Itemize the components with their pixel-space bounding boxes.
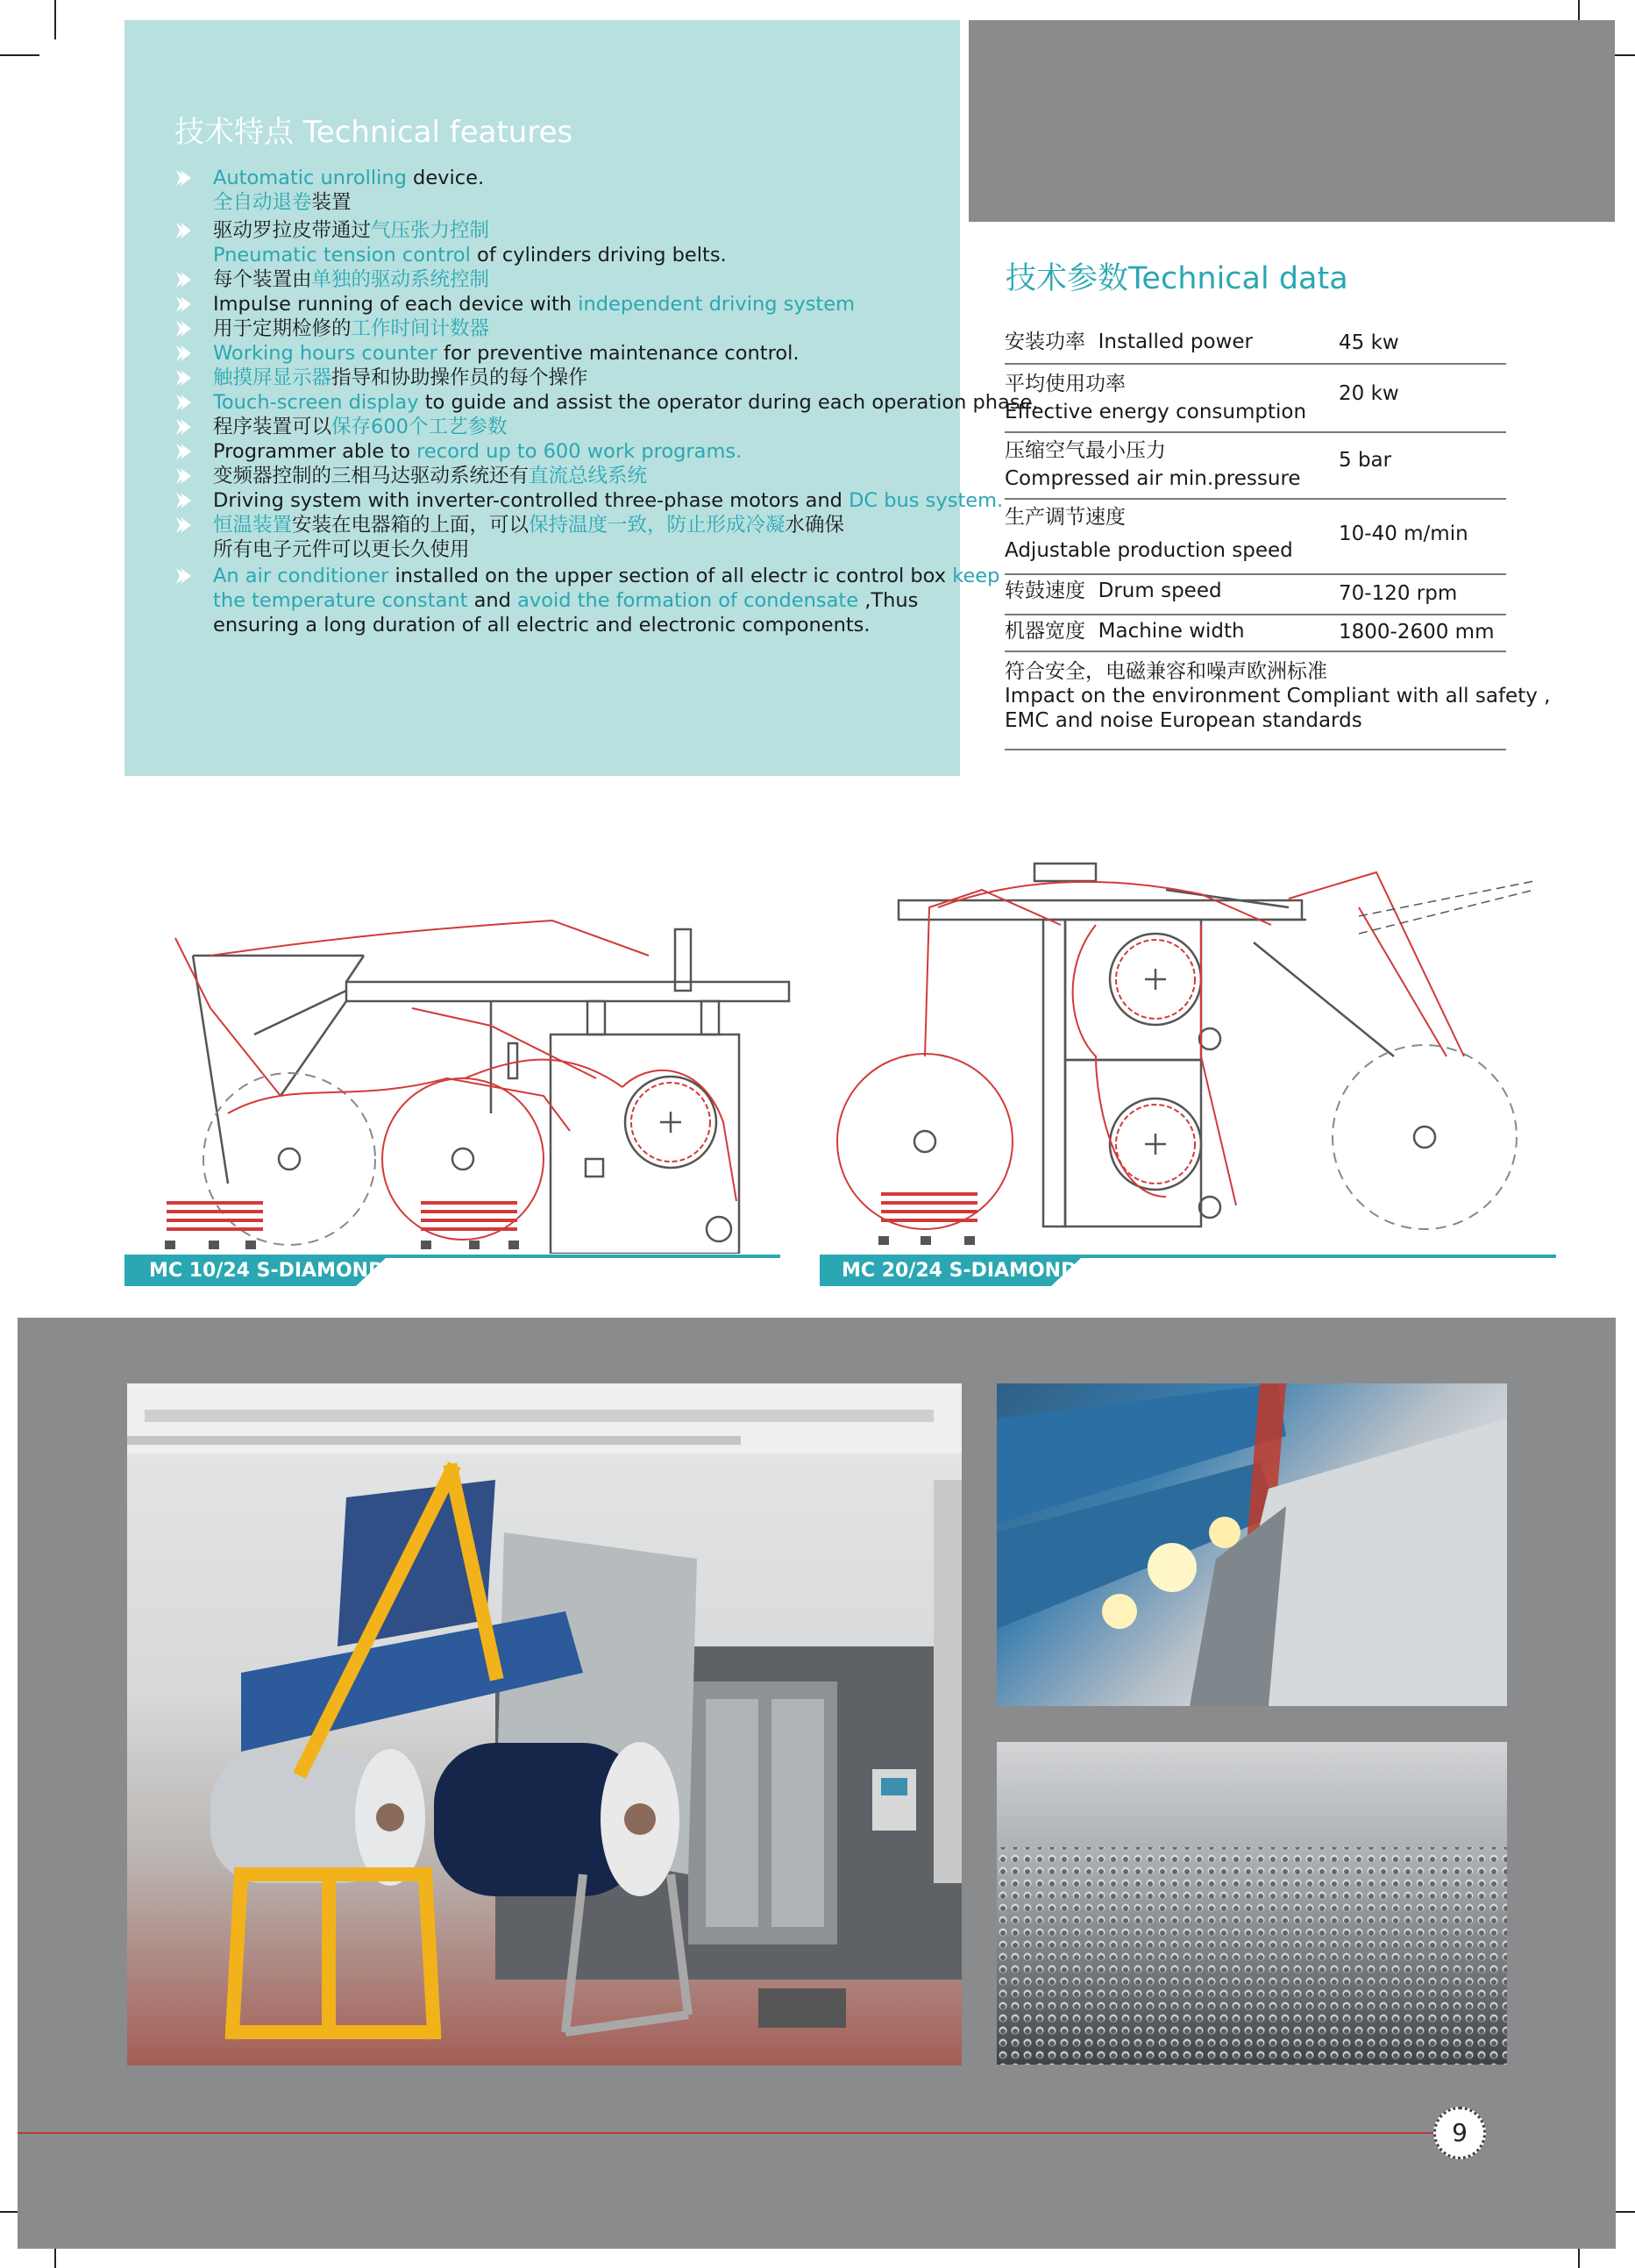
feature-text: [213, 267, 489, 292]
drum-closeup-photo: [997, 1383, 1507, 1706]
td-value: 5 bar: [1339, 449, 1392, 472]
feature-highlight: 恒温装置: [213, 514, 293, 537]
model-label-right: MC 20/24 S-DIAMOND: [842, 1260, 1077, 1282]
footer-rule: [18, 2132, 1433, 2134]
feature-plain: 变频器控制的三相马达驱动系统还有: [213, 465, 530, 487]
feature-highlight: Pneumatic tension control: [213, 244, 471, 267]
td-note-en-1: Impact on the environment Compliant with all safety ,: [1005, 685, 1551, 707]
feature-text: [213, 366, 588, 390]
feature-plain: 用于定期检修的: [213, 317, 352, 340]
td-label-en: Machine width: [1098, 620, 1245, 643]
feature-plain: 所有电子元件可以更长久使用: [213, 538, 470, 561]
feature-text: [213, 341, 800, 366]
feature-text: [213, 190, 352, 215]
td-label-en: Effective energy consumption: [1005, 401, 1307, 423]
feature-text: [213, 316, 489, 341]
feature-text: [213, 292, 855, 316]
feature-plain: Impulse running of each device with: [213, 293, 579, 316]
feature-plain: Programmer able to: [213, 440, 417, 463]
fabric-surface-drawing: [997, 1742, 1507, 2065]
td-value: 70-120 rpm: [1339, 582, 1458, 605]
td-label-cn: 压缩空气最小压力: [1005, 439, 1166, 462]
feature-highlight: Working hours counter: [213, 342, 437, 365]
feature-highlight: 触摸屏显示器: [213, 366, 332, 389]
feature-highlight: the temperature constant: [213, 589, 468, 612]
chevron-right-icon: [173, 491, 192, 510]
feature-plain: ensuring a long duration of all electric and electronic components.: [213, 614, 871, 636]
feature-plain: ,Thus: [858, 589, 919, 612]
chevron-right-icon: [173, 442, 192, 461]
td-row-drum-speed: [1005, 573, 1506, 615]
machine-photo: [127, 1383, 962, 2065]
feature-plain: of cylinders driving belts.: [470, 244, 727, 267]
feature-plain: device.: [406, 167, 485, 189]
feature-highlight: An air conditioner: [213, 565, 389, 587]
td-label-en: Compressed air min.pressure: [1005, 467, 1301, 490]
crop-mark: [54, 0, 56, 39]
feature-text: [213, 588, 918, 613]
td-row-air-pressure: [1005, 431, 1506, 500]
td-label-cn: 机器宽度: [1005, 620, 1085, 643]
technical-features-panel: [124, 20, 1039, 776]
chevron-right-icon: [173, 221, 192, 240]
feature-highlight: 保持温度一致，防止形成冷凝: [529, 514, 786, 537]
feature-plain: 每个装置由: [213, 268, 312, 291]
header-grey-block: [969, 20, 1615, 222]
drum-closeup-drawing: [997, 1383, 1507, 1706]
fabric-surface-photo: [997, 1742, 1507, 2065]
feature-plain: 驱动罗拉皮带通过: [213, 219, 372, 242]
machine-photo-drawing: [127, 1383, 962, 2065]
chevron-right-icon: [173, 515, 192, 535]
td-row-machine-width: [1005, 614, 1506, 652]
td-value: 10-40 m/min: [1339, 523, 1468, 545]
feature-plain: 指导和协助操作员的每个操作: [331, 366, 588, 389]
feature-text: [213, 390, 1039, 415]
feature-highlight: record up to 600 work programs.: [416, 440, 743, 463]
td-row-installed-power: [1005, 324, 1506, 365]
td-note-cn: 符合安全，电磁兼容和噪声欧洲标准: [1005, 660, 1327, 683]
td-label-en: Installed power: [1098, 331, 1254, 353]
feature-highlight: 全自动退卷: [213, 191, 312, 214]
td-row-compliance: [1005, 651, 1551, 750]
td-value: 20 kw: [1339, 382, 1399, 405]
feature-plain: 水确保: [785, 514, 845, 537]
feature-highlight: keep: [952, 565, 1000, 587]
features-title: 技术特点 Technical features: [174, 115, 573, 150]
feature-plain: Driving system with inverter-controlled three-phase motors and: [213, 489, 849, 512]
td-note-en-2: EMC and noise European standards: [1005, 709, 1362, 732]
chevron-right-icon: [173, 319, 192, 338]
feature-text: [213, 415, 507, 439]
feature-plain: to guide and assist the operator during each operation phase.: [418, 391, 1039, 414]
feature-text: [213, 537, 470, 562]
td-label-cn: 平均使用功率: [1005, 373, 1126, 395]
machine-diagram-mc20: [833, 855, 1560, 1254]
page-number: 9: [1433, 2107, 1486, 2159]
td-label-cn: 转鼓速度: [1005, 579, 1085, 602]
chevron-right-icon: [173, 270, 192, 289]
feature-highlight: independent driving system: [578, 293, 856, 316]
technical-data-title: 技术参数Technical data: [1006, 261, 1348, 296]
feature-highlight: Touch-screen display: [213, 391, 419, 414]
td-label-en: Drum speed: [1098, 579, 1222, 602]
feature-plain: 安装在电器箱的上面，可以: [292, 514, 530, 537]
feature-plain: installed on the upper section of all electr ic control box: [388, 565, 953, 587]
td-label-en: Adjustable production speed: [1005, 539, 1293, 562]
crop-mark: [0, 54, 39, 56]
feature-highlight: 保存600个工艺参数: [331, 416, 508, 438]
feature-text: [213, 464, 647, 488]
feature-text: [213, 243, 727, 267]
chevron-right-icon: [173, 295, 192, 314]
feature-plain: for preventive maintenance control.: [437, 342, 800, 365]
td-row-energy: [1005, 363, 1506, 433]
td-value: 1800-2600 mm: [1339, 621, 1495, 643]
feature-highlight: Automatic unrolling: [213, 167, 407, 189]
chevron-right-icon: [173, 393, 192, 412]
td-label-cn: 安装功率: [1005, 331, 1085, 353]
chevron-right-icon: [173, 168, 192, 188]
chevron-right-icon: [173, 368, 192, 387]
feature-plain: 装置: [311, 191, 352, 214]
chevron-right-icon: [173, 466, 192, 486]
chevron-right-icon: [173, 344, 192, 363]
feature-text: [213, 166, 484, 190]
td-label-cn: 生产调节速度: [1005, 506, 1126, 529]
feature-text: [213, 488, 1003, 513]
feature-text: [213, 613, 871, 637]
chevron-right-icon: [173, 566, 192, 586]
td-value: 45 kw: [1339, 331, 1399, 354]
feature-text: [213, 439, 742, 464]
feature-plain: 程序装置可以: [213, 416, 332, 438]
feature-highlight: 气压张力控制: [371, 219, 490, 242]
feature-highlight: DC bus system.: [849, 489, 1004, 512]
machine-diagram-mc10: [158, 903, 798, 1254]
model-label-left: MC 10/24 S-DIAMOND: [149, 1260, 385, 1282]
feature-highlight: 工作时间计数器: [351, 317, 490, 340]
feature-highlight: 单独的驱动系统控制: [311, 268, 490, 291]
chevron-right-icon: [173, 417, 192, 437]
feature-highlight: 直流总线系统: [529, 465, 648, 487]
feature-text: [213, 218, 489, 243]
feature-highlight: avoid the formation of condensate: [517, 589, 859, 612]
td-row-production-speed: [1005, 498, 1506, 575]
feature-text: [213, 513, 844, 537]
feature-text: [213, 564, 999, 588]
feature-plain: and: [467, 589, 518, 612]
